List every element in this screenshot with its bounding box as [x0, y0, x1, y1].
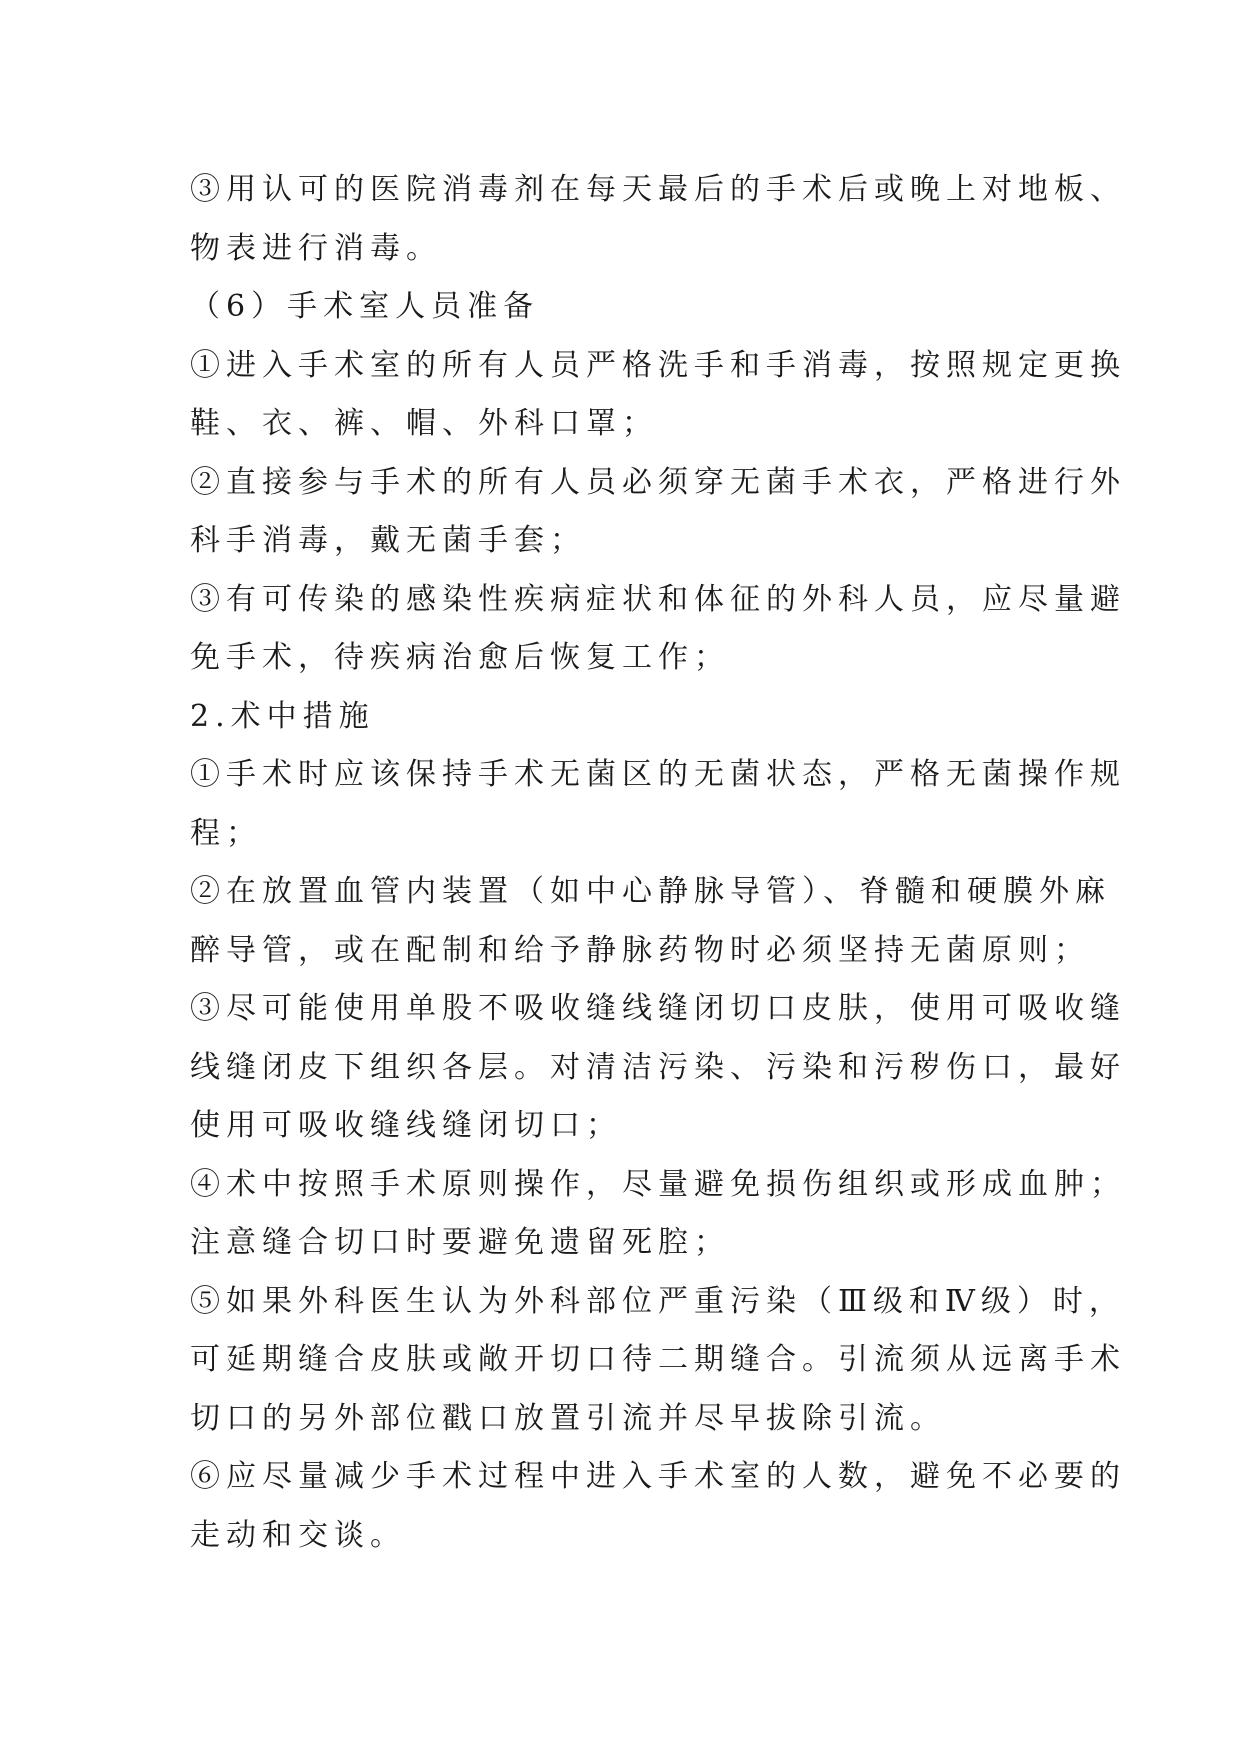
text-line: ④术中按照手术原则操作，尽量避免损伤组织或形成血肿； — [190, 1166, 1126, 1202]
text-line: ⑤如果外科医生认为外科部位严重污染（Ⅲ级和Ⅳ级）时， — [190, 1283, 1125, 1319]
document-body — [190, 161, 1126, 1565]
text-line: 鞋、衣、裤、帽、外科口罩； — [190, 406, 658, 441]
text-line: 走动和交谈。 — [190, 1517, 406, 1553]
text-line: 物表进行消毒。 — [190, 230, 442, 266]
text-line: ①进入手术室的所有人员严格洗手和手消毒，按照规定更换 — [190, 347, 1126, 383]
text-line: 科手消毒，戴无菌手套； — [190, 523, 586, 558]
text-line: 醉导管，或在配制和给予静脉药物时必须坚持无菌原则； — [190, 932, 1090, 968]
text-line: 可延期缝合皮肤或敞开切口待二期缝合。引流须从远离手术 — [190, 1342, 1126, 1377]
section-heading: （6）手术室人员准备 — [190, 289, 540, 324]
text-line: 注意缝合切口时要避免遗留死腔； — [190, 1225, 730, 1260]
section-heading: 2.术中措施 — [190, 698, 375, 734]
text-line: 线缝闭皮下组织各层。对清洁污染、污染和污秽伤口，最好 — [190, 1049, 1126, 1085]
text-line: 切口的另外部位戳口放置引流并尽早拔除引流。 — [190, 1400, 946, 1436]
text-line: ③有可传染的感染性疾病症状和体征的外科人员，应尽量避 — [190, 581, 1126, 617]
text-line: ③用认可的医院消毒剂在每天最后的手术后或晚上对地板、 — [190, 172, 1126, 207]
text-line: ⑥应尽量减少手术过程中进入手术室的人数，避免不必要的 — [190, 1459, 1126, 1494]
text-line: ②直接参与手术的所有人员必须穿无菌手术衣，严格进行外 — [190, 464, 1126, 500]
text-line: ①手术时应该保持手术无菌区的无菌状态，严格无菌操作规 — [190, 757, 1126, 792]
text-line: ③尽可能使用单股不吸收缝线缝闭切口皮肤，使用可吸收缝 — [190, 991, 1126, 1026]
text-line: 免手术，待疾病治愈后恢复工作； — [190, 640, 730, 675]
text-line: 程； — [190, 815, 262, 851]
text-line: ②在放置血管内装置（如中心静脉导管）、脊髓和硬膜外麻 — [190, 874, 1111, 909]
text-line: 使用可吸收缝线缝闭切口； — [190, 1108, 622, 1143]
